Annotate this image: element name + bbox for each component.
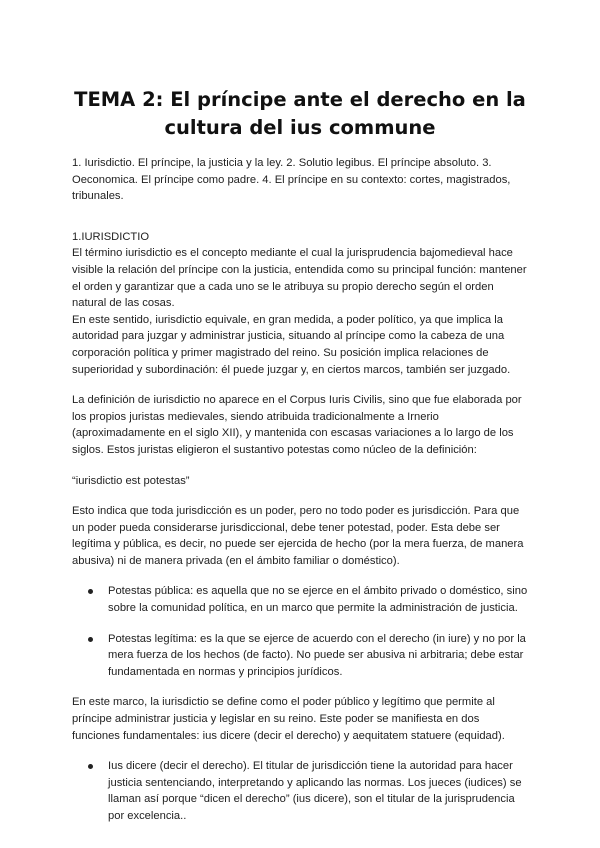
spacer	[72, 569, 530, 583]
bullet-list-potestas	[72, 583, 530, 680]
spacer	[72, 205, 530, 229]
spacer	[72, 680, 530, 694]
bullet-icon	[88, 589, 93, 594]
spacer	[72, 744, 530, 758]
bullet-list-functions	[72, 758, 530, 824]
document-body	[72, 155, 530, 825]
section-heading: 1.IURISDICTIO	[72, 230, 150, 243]
paragraph-functions: En este marco, la iurisdictio se define como el poder público y legítimo que permite al príncipe administrar justicia y legislar en su reino. Este poder se manifiesta en dos funciones fundamentales: ius dicere (decir el derecho) y aequitatem statuere (equidad).	[72, 696, 505, 742]
paragraph-origin: La definición de iurisdictio no aparece en el Corpus Iuris Civilis, sino que fue elaborada por los propios juristas medievales, siendo atribuida tradicionalmente a Irnerio (aproximadamente en el siglo XII), y mantenida con escasas variaciones a lo largo de los siglos. Estos juristas eligieron el sustantivo potestas como núcleo de la definición:	[72, 394, 522, 456]
spacer	[72, 489, 530, 503]
list-item-text: Potestas pública: es aquella que no se ejerce en el ámbito privado o doméstico, sino sobre la comunidad política, en un marco que permite la administración de justicia.	[108, 585, 528, 615]
paragraph-definition: El término iurisdictio es el concepto mediante el cual la jurisprudencia bajomedieval hace visible la relación del príncipe con la justicia, entendida como su principal función: mantener el orden y garantizar que a cada uno se le atribuya su propio derecho según el orden natural de las cosas.	[72, 247, 527, 310]
list-item	[72, 631, 530, 681]
paragraph-political-power: En este sentido, iurisdictio equivale, en gran medida, a poder político, ya que implica la autoridad para juzgar y administrar justicia, situando al príncipe como la cabeza de una corporación política y primer magistrado del reino. Su posición implica relaciones de superioridad y subordinación: él puede juzgar y, en ciertos marcos, también ser juzgado.	[72, 313, 511, 376]
spacer	[72, 378, 530, 392]
list-item-text: Potestas legítima: es la que se ejerce de acuerdo con el derecho (in iure) y no por la mera fuerza de los hechos (de facto). No puede ser abusiva ni arbitraria; debe estar fundamentada en normas y principios jurídicos.	[108, 632, 526, 678]
spacer	[72, 459, 530, 473]
quote-iurisdictio: “iurisdictio est potestas”	[72, 474, 190, 487]
bullet-icon	[88, 764, 93, 769]
list-item-text: Ius dicere (decir el derecho). El titular de jurisdicción tiene la autoridad para hacer justicia sentenciando, interpretando y aplicando las normas. Los jueces (iudices) se llaman así porque “dicen el derecho” (ius dicere), son el titular de la jurisprudencia por excelencia..	[108, 760, 522, 822]
list-item	[72, 758, 530, 824]
document-title: TEMA 2: El príncipe ante el derecho en la cultura del ius commune	[74, 88, 526, 139]
topic-index: 1. Iurisdictio. El príncipe, la justicia y la ley. 2. Solutio legibus. El príncipe absoluto. 3. Oeconomica. El príncipe como padre. 4. El príncipe en su contexto: cortes, magistrados, tribunales.	[72, 157, 511, 203]
paragraph-potestas: Esto indica que toda jurisdicción es un poder, pero no todo poder es jurisdicción. Para que un poder pueda considerarse jurisdiccional, debe tener potestad, poder. Esta debe ser legítima y pública, es decir, no puede ser ejercida de hecho (por la mera fuerza, de manera abusiva) ni de manera privada (en el ámbito familiar o doméstico).	[72, 505, 524, 567]
bullet-icon	[88, 637, 93, 642]
list-item	[72, 583, 530, 616]
